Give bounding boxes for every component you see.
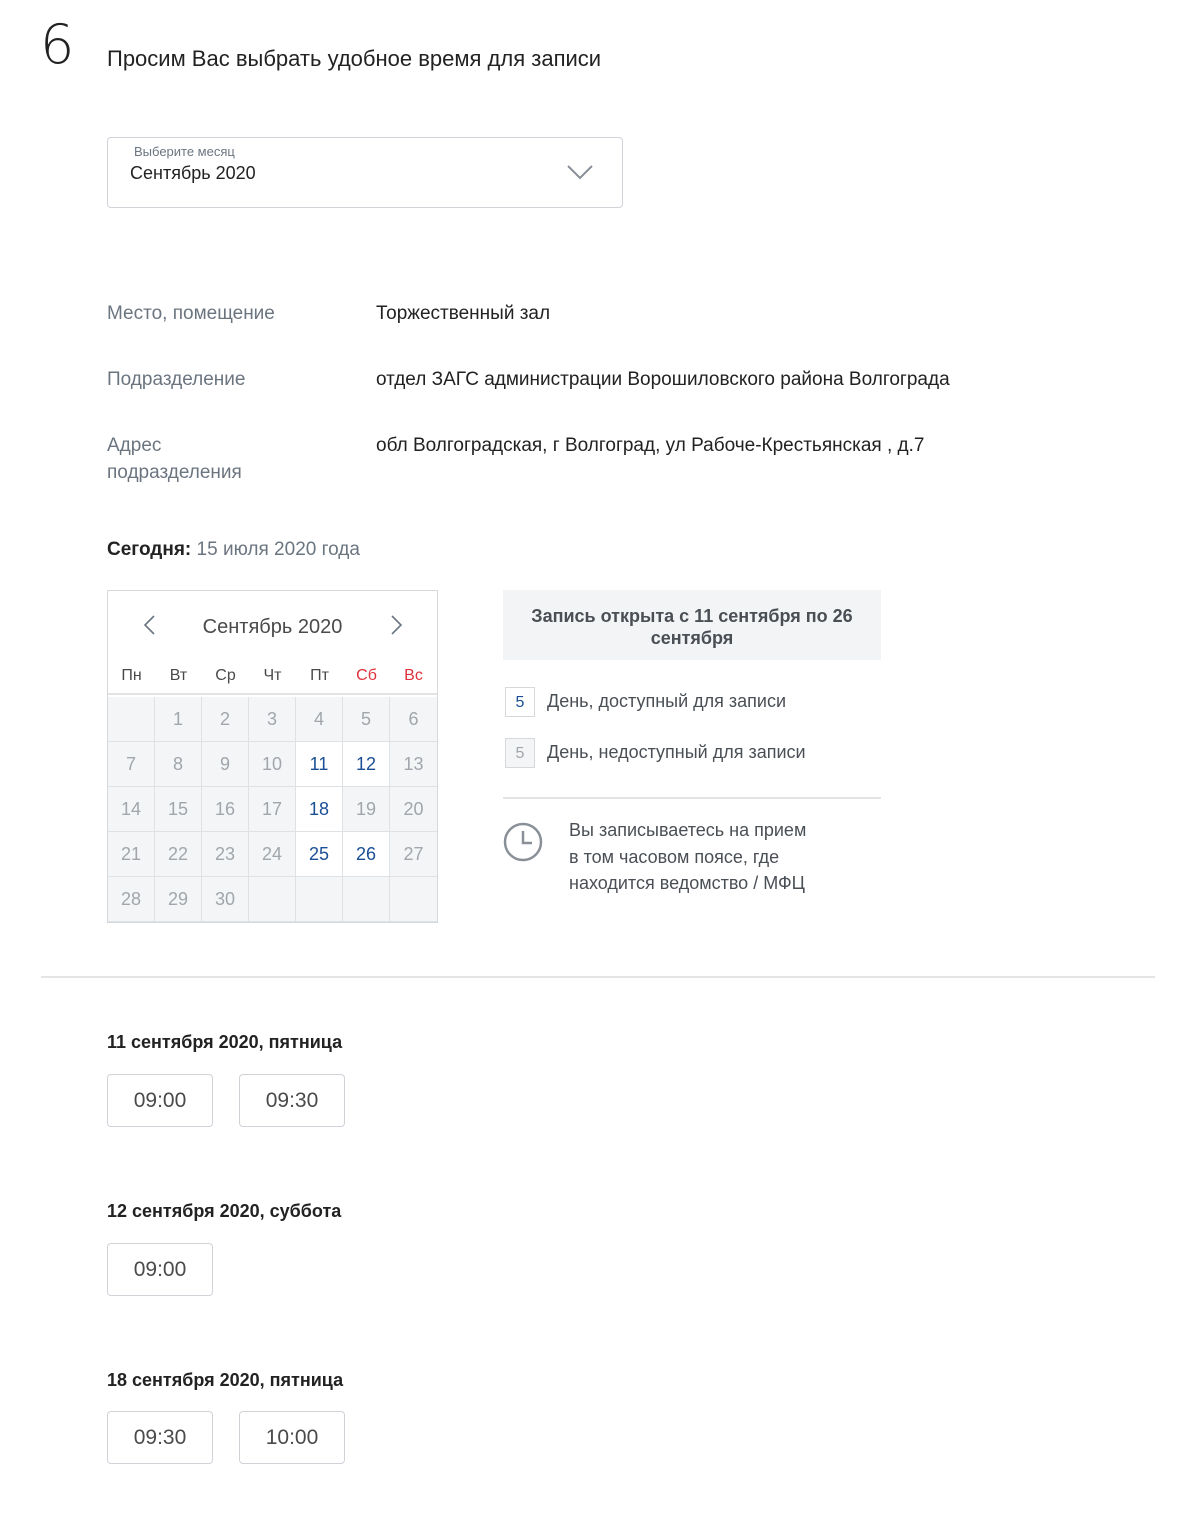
chevron-right-icon[interactable] bbox=[386, 613, 406, 637]
address-label-line-1: Адрес bbox=[107, 435, 162, 456]
legend-unavailable-sample: 5 bbox=[505, 738, 535, 768]
today-line bbox=[107, 539, 360, 561]
calendar-day: 23 bbox=[202, 832, 249, 877]
timezone-note-line-2: в том часовом поясе, где bbox=[569, 846, 780, 867]
legend-unavailable-text: День, недоступный для записи bbox=[547, 741, 806, 762]
calendar-header bbox=[108, 591, 437, 661]
calendar-empty-cell bbox=[108, 697, 155, 742]
time-slot-button[interactable]: 09:00 bbox=[107, 1074, 213, 1127]
calendar-day: 10 bbox=[249, 742, 296, 787]
time-slot-button[interactable]: 10:00 bbox=[239, 1411, 345, 1464]
calendar-day[interactable]: 25 bbox=[296, 832, 343, 877]
calendar-day: 1 bbox=[155, 697, 202, 742]
timezone-note-line-1: Вы записываетесь на прием bbox=[569, 820, 807, 840]
calendar-empty-cell bbox=[343, 877, 390, 922]
month-select-label: Выберите месяц bbox=[134, 144, 235, 159]
calendar bbox=[107, 590, 438, 923]
calendar-day: 7 bbox=[108, 742, 155, 787]
calendar-day: 4 bbox=[296, 697, 343, 742]
weekday-label: Вт bbox=[169, 667, 188, 684]
calendar-day[interactable]: 11 bbox=[296, 742, 343, 787]
calendar-day: 14 bbox=[108, 787, 155, 832]
day-title: 11 сентября 2020, пятница bbox=[107, 1032, 343, 1052]
timezone-note-line-3: находится ведомство / МФЦ bbox=[569, 873, 805, 893]
calendar-day: 30 bbox=[202, 877, 249, 922]
day-title: 18 сентября 2020, пятница bbox=[107, 1370, 344, 1390]
address-value: обл Волгоградская, г Волгоград, ул Рабоче-Крестьянская , д.7 bbox=[376, 435, 925, 456]
section-divider bbox=[41, 976, 1155, 978]
weekday-label: Пт bbox=[310, 667, 329, 684]
weekday-label: Пн bbox=[121, 667, 142, 684]
step-number: 6 bbox=[40, 13, 73, 76]
calendar-day: 15 bbox=[155, 787, 202, 832]
department-label: Подразделение bbox=[107, 369, 246, 390]
calendar-day: 28 bbox=[108, 877, 155, 922]
booking-open-line-1: Запись открыта с 11 сентября по 26 bbox=[531, 606, 853, 626]
calendar-empty-cell bbox=[390, 877, 437, 922]
month-select-value: Сентябрь 2020 bbox=[130, 163, 256, 183]
calendar-day: 6 bbox=[390, 697, 437, 742]
chevron-down-icon bbox=[566, 163, 594, 181]
time-slot-button[interactable]: 09:30 bbox=[239, 1074, 345, 1127]
calendar-day: 2 bbox=[202, 697, 249, 742]
calendar-day[interactable]: 26 bbox=[343, 832, 390, 877]
clock-icon bbox=[503, 822, 543, 862]
calendar-day: 22 bbox=[155, 832, 202, 877]
calendar-day: 13 bbox=[390, 742, 437, 787]
calendar-day: 27 bbox=[390, 832, 437, 877]
address-label bbox=[107, 432, 242, 486]
today-value: 15 июля 2020 года bbox=[196, 539, 360, 560]
place-label: Место, помещение bbox=[107, 303, 275, 324]
calendar-day: 24 bbox=[249, 832, 296, 877]
calendar-empty-cell bbox=[296, 877, 343, 922]
calendar-day: 5 bbox=[343, 697, 390, 742]
calendar-day: 3 bbox=[249, 697, 296, 742]
legend-unavailable bbox=[505, 738, 806, 768]
address-label-line-2: подразделения bbox=[107, 462, 242, 483]
booking-open-line-2: сентября bbox=[650, 628, 734, 648]
weekday-label: Сб bbox=[356, 667, 377, 684]
calendar-day: 9 bbox=[202, 742, 249, 787]
place-value: Торжественный зал bbox=[376, 303, 551, 324]
calendar-day: 16 bbox=[202, 787, 249, 832]
calendar-day: 21 bbox=[108, 832, 155, 877]
legend-divider bbox=[503, 797, 881, 799]
page-title: Просим Вас выбрать удобное время для записи bbox=[107, 46, 602, 71]
calendar-day: 29 bbox=[155, 877, 202, 922]
weekday-label: Ср bbox=[215, 667, 236, 684]
calendar-day: 17 bbox=[249, 787, 296, 832]
calendar-empty-cell bbox=[249, 877, 296, 922]
day-title: 12 сентября 2020, суббота bbox=[107, 1201, 342, 1221]
today-label: Сегодня: bbox=[107, 539, 192, 560]
calendar-day[interactable]: 18 bbox=[296, 787, 343, 832]
weekday-label: Вс bbox=[404, 667, 423, 684]
weekday-label: Чт bbox=[263, 667, 282, 684]
time-slot-button[interactable]: 09:30 bbox=[107, 1411, 213, 1464]
booking-open-notice bbox=[503, 590, 881, 660]
legend-available bbox=[505, 687, 786, 717]
calendar-day: 20 bbox=[390, 787, 437, 832]
calendar-day[interactable]: 12 bbox=[343, 742, 390, 787]
calendar-day: 8 bbox=[155, 742, 202, 787]
calendar-day: 19 bbox=[343, 787, 390, 832]
time-slot-button[interactable]: 09:00 bbox=[107, 1243, 213, 1296]
month-select[interactable] bbox=[107, 137, 623, 208]
legend-available-sample: 5 bbox=[505, 687, 535, 717]
timezone-note bbox=[569, 817, 859, 897]
calendar-weekdays bbox=[108, 661, 437, 695]
calendar-grid bbox=[108, 697, 437, 922]
legend-available-text: День, доступный для записи bbox=[547, 690, 787, 711]
department-value: отдел ЗАГС администрации Ворошиловского района Волгограда bbox=[376, 369, 950, 390]
calendar-title: Сентябрь 2020 bbox=[202, 616, 343, 638]
